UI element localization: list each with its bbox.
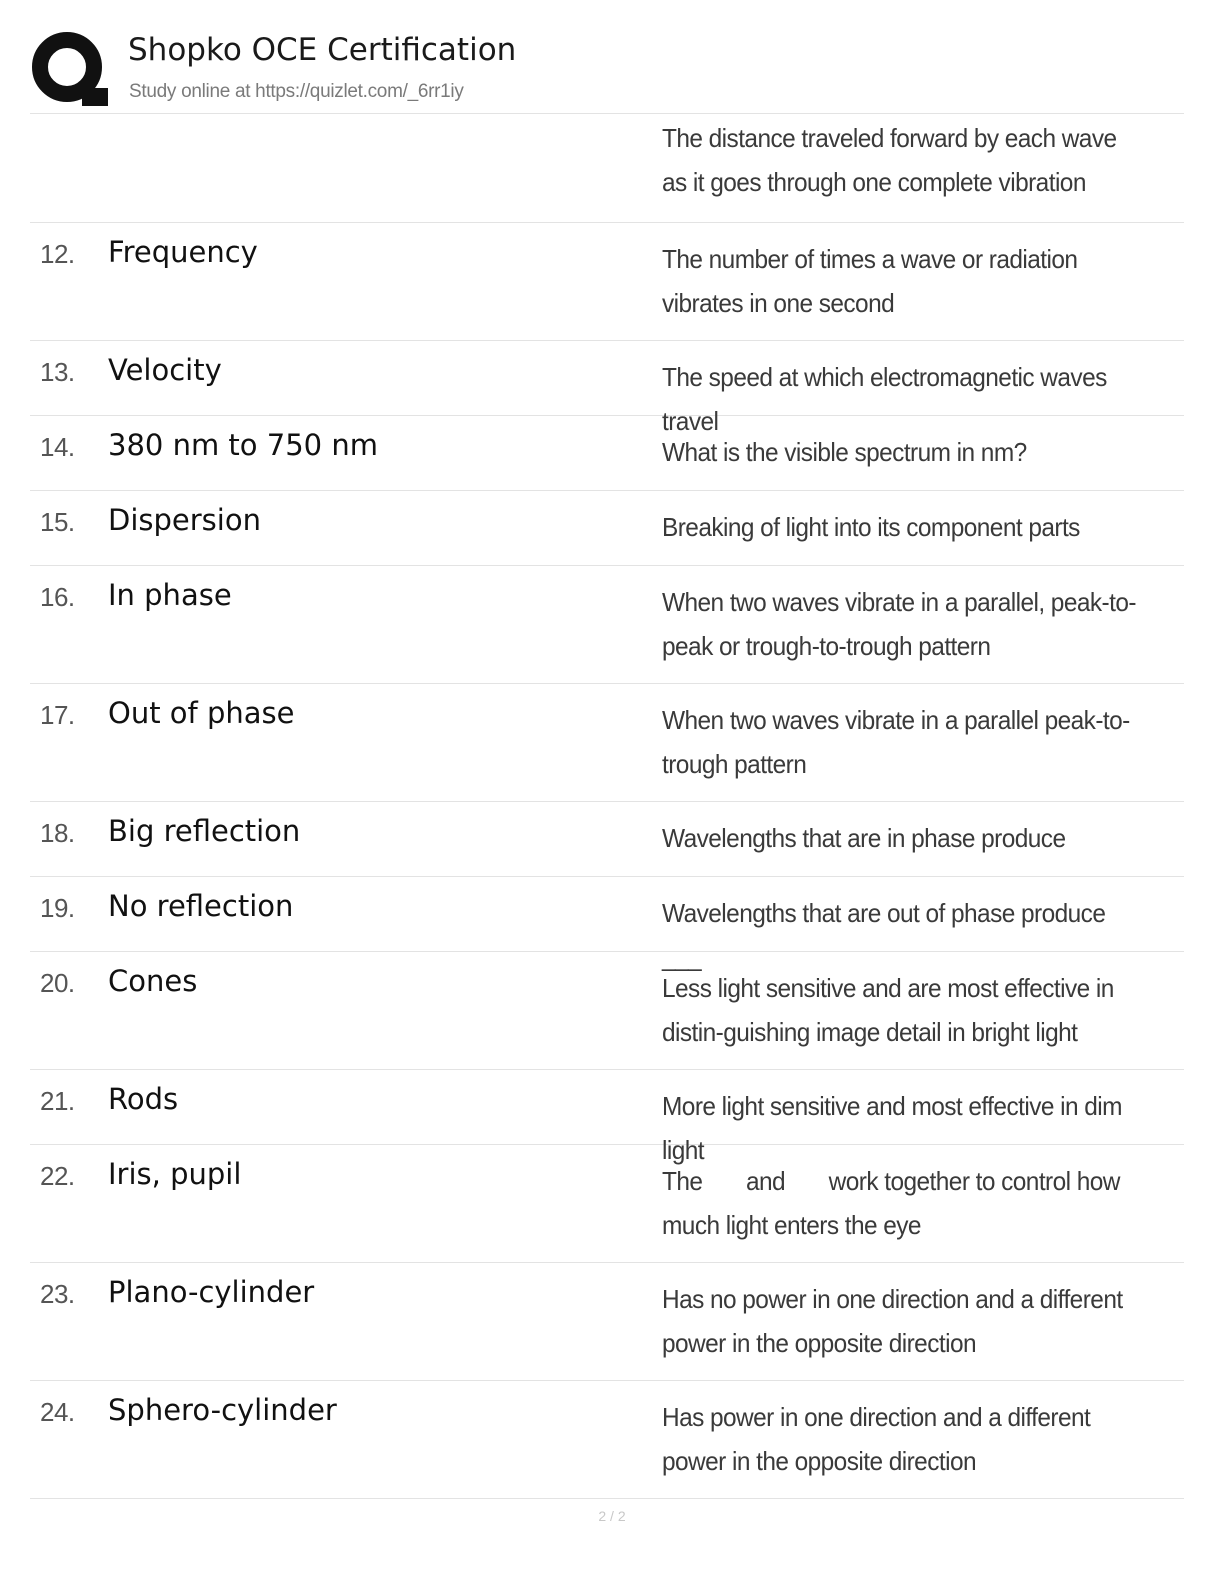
card-definition: Less light sensitive and are most effective in distin-guishing image detail in bright light — [662, 973, 1114, 1047]
list-item — [30, 491, 1184, 566]
card-number: 20. — [40, 968, 75, 998]
card-term: Rods — [108, 1082, 179, 1116]
page-number: 2 / 2 — [598, 1508, 626, 1524]
list-item — [30, 223, 1184, 341]
list-item — [30, 1381, 1184, 1499]
card-definition: Wavelengths that are out of phase produce ___ — [662, 898, 1106, 972]
card-number: 21. — [40, 1086, 75, 1116]
card-definition: The distance traveled forward by each wave as it goes through one complete vibration — [662, 123, 1117, 197]
list-item — [30, 341, 1184, 436]
list-item — [30, 952, 1184, 1070]
quizlet-logo-icon — [30, 30, 110, 110]
card-term: 380 nm to 750 nm — [108, 428, 378, 462]
card-number: 14. — [40, 432, 75, 462]
card-term: Frequency — [108, 235, 258, 269]
card-definition: Breaking of light into its component parts — [662, 512, 1080, 542]
flashcard-list — [30, 113, 1184, 1499]
card-term: Dispersion — [108, 503, 261, 537]
card-definition: Has power in one direction and a different power in the opposite direction — [662, 1402, 1091, 1476]
card-number: 16. — [40, 582, 75, 612]
card-definition: What is the visible spectrum in nm? — [662, 437, 1027, 467]
card-definition: When two waves vibrate in a parallel, peak-to-peak or trough-to-trough pattern — [662, 587, 1136, 661]
card-number: 23. — [40, 1279, 75, 1309]
list-item — [30, 877, 1184, 972]
card-definition: The speed at which electromagnetic waves travel — [662, 362, 1107, 436]
card-term: Big reflection — [108, 814, 301, 848]
card-number: 13. — [40, 357, 75, 387]
card-definition: Has no power in one direction and a different power in the opposite direction — [662, 1284, 1123, 1358]
card-definition: When two waves vibrate in a parallel peak-to-trough pattern — [662, 705, 1130, 779]
card-number: 12. — [40, 239, 75, 269]
card-definition: More light sensitive and most effective in dim light — [662, 1091, 1122, 1165]
list-item — [30, 1070, 1184, 1165]
card-number: 17. — [40, 700, 75, 730]
list-item — [30, 114, 1184, 223]
card-definition: Wavelengths that are in phase produce — [662, 823, 1066, 853]
page-header — [30, 28, 1184, 114]
card-number: 24. — [40, 1397, 75, 1427]
card-term: Sphero-cylinder — [108, 1393, 337, 1427]
card-term: In phase — [108, 578, 232, 612]
list-item — [30, 566, 1184, 684]
card-term: No reflection — [108, 889, 294, 923]
card-term: Iris, pupil — [108, 1157, 242, 1191]
list-item — [30, 684, 1184, 802]
card-number: 22. — [40, 1161, 75, 1191]
list-item — [30, 1145, 1184, 1263]
card-term: Velocity — [108, 353, 222, 387]
list-item — [30, 416, 1184, 491]
card-term: Plano-cylinder — [108, 1275, 315, 1309]
card-number: 19. — [40, 893, 75, 923]
card-term: Cones — [108, 964, 198, 998]
card-term: Out of phase — [108, 696, 295, 730]
card-definition: The number of times a wave or radiation vibrates in one second — [662, 244, 1078, 318]
list-item — [30, 802, 1184, 877]
list-item — [30, 1263, 1184, 1381]
card-number: 18. — [40, 818, 75, 848]
page-title: Shopko OCE Certification — [128, 32, 517, 68]
card-definition: The and work together to control how much light enters the eye — [662, 1166, 1127, 1240]
study-link[interactable]: Study online at https://quizlet.com/_6rr1iy — [129, 81, 464, 102]
card-number: 15. — [40, 507, 75, 537]
